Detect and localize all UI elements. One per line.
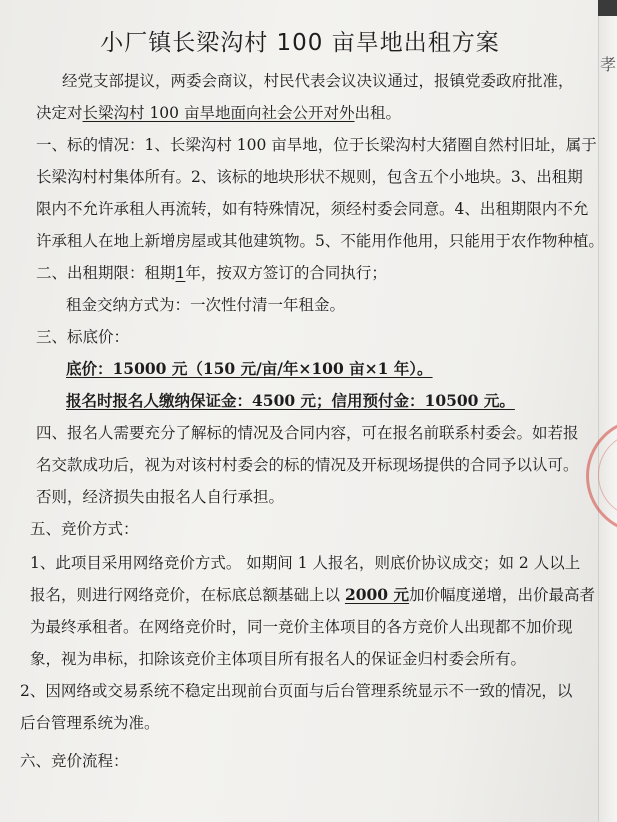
intro-line-1: 经党支部提议，两委会商议，村民代表会议决议通过，报镇党委政府批准， xyxy=(62,72,574,90)
section-5-heading: 五、竞价方式： xyxy=(30,520,139,538)
section-5-2-line-1: 2、因网络或交易系统不稳定出现前台页面与后台管理系统显示不一致的情况，以 xyxy=(20,682,573,700)
adjacent-page-corner xyxy=(598,0,617,16)
section-5-1-line-2-suffix: 加价幅度递增，出价最高者 xyxy=(408,586,595,604)
section-1-line-3: 限内不允许承租人再流转，如有特殊情况，须经村委会同意。4、出租期限内不允 xyxy=(36,200,589,218)
section-4-line-1: 四、报名人需要充分了解标的情况及合同内容，可在报名前联系村委会。如若报 xyxy=(36,424,579,442)
intro-line-2-underlined: 长梁沟村 100 亩旱地面向社会公开对外 xyxy=(82,104,355,122)
section-5-1-increment: 2000 元 xyxy=(344,585,409,604)
section-3-heading: 三、标底价： xyxy=(36,328,130,346)
intro-line-2-suffix: 出租。 xyxy=(354,104,401,122)
section-1-line-1: 一、标的情况：1、长梁沟村 100 亩旱地，位于长梁沟村大猪圈自然村旧址，属于 xyxy=(36,136,597,154)
section-5-1-line-3: 为最终承租者。在网络竞价时，同一竞价主体项目的各方竞价人出现都不加价现 xyxy=(30,618,573,636)
section-4-line-2: 名交款成功后，视为对该村村委会的标的情况及开标现场提供的合同予以认可。 xyxy=(36,456,579,474)
section-2-term-years: 1 xyxy=(175,264,186,282)
section-5-1-line-2 xyxy=(30,584,595,606)
section-3-base-price: 底价：15000 元（150 元/亩/年×100 亩×1 年）。 xyxy=(66,359,433,378)
section-5-1-line-2-prefix: 报名，则进行网络竞价，在标底总额基础上以 xyxy=(30,586,345,604)
section-5-2-line-2: 后台管理系统为准。 xyxy=(20,714,160,732)
intro-line-2 xyxy=(36,102,401,124)
intro-line-2-prefix: 决定对 xyxy=(36,104,83,122)
section-2-prefix: 二、出租期限：租期 xyxy=(36,264,176,282)
section-1-line-2: 长梁沟村村集体所有。2、该标的地块形状不规则，包含五个小地块。3、出租期 xyxy=(36,168,583,186)
section-2-suffix: 年，按双方签订的合同执行； xyxy=(185,264,387,282)
section-3-deposit: 报名时报名人缴纳保证金：4500 元；信用预付金：10500 元。 xyxy=(66,391,515,410)
section-1-line-4: 许承租人在地上新增房屋或其他建筑物。5、不能用作他用，只能用于农作物种植。 xyxy=(36,232,604,250)
section-4-line-3: 否则，经济损失由报名人自行承担。 xyxy=(36,488,285,506)
section-2-line-2: 租金交纳方式为：一次性付清一年租金。 xyxy=(66,296,346,314)
section-5-1-line-1: 1、此项目采用网络竞价方式。 如期间 1 人报名，则底价协议成交；如 2 人以上 xyxy=(30,554,581,572)
adjacent-page-edge xyxy=(598,0,617,822)
section-5-1-line-4: 象，视为串标，扣除该竞价主体项目所有报名人的保证金归村委会所有。 xyxy=(30,650,527,668)
section-2-line-1 xyxy=(36,262,387,284)
section-6-heading: 六、竞价流程： xyxy=(20,752,129,770)
document-title: 小厂镇长梁沟村 100 亩旱地出租方案 xyxy=(100,30,500,56)
adjacent-page-character: 孝 xyxy=(600,55,617,74)
